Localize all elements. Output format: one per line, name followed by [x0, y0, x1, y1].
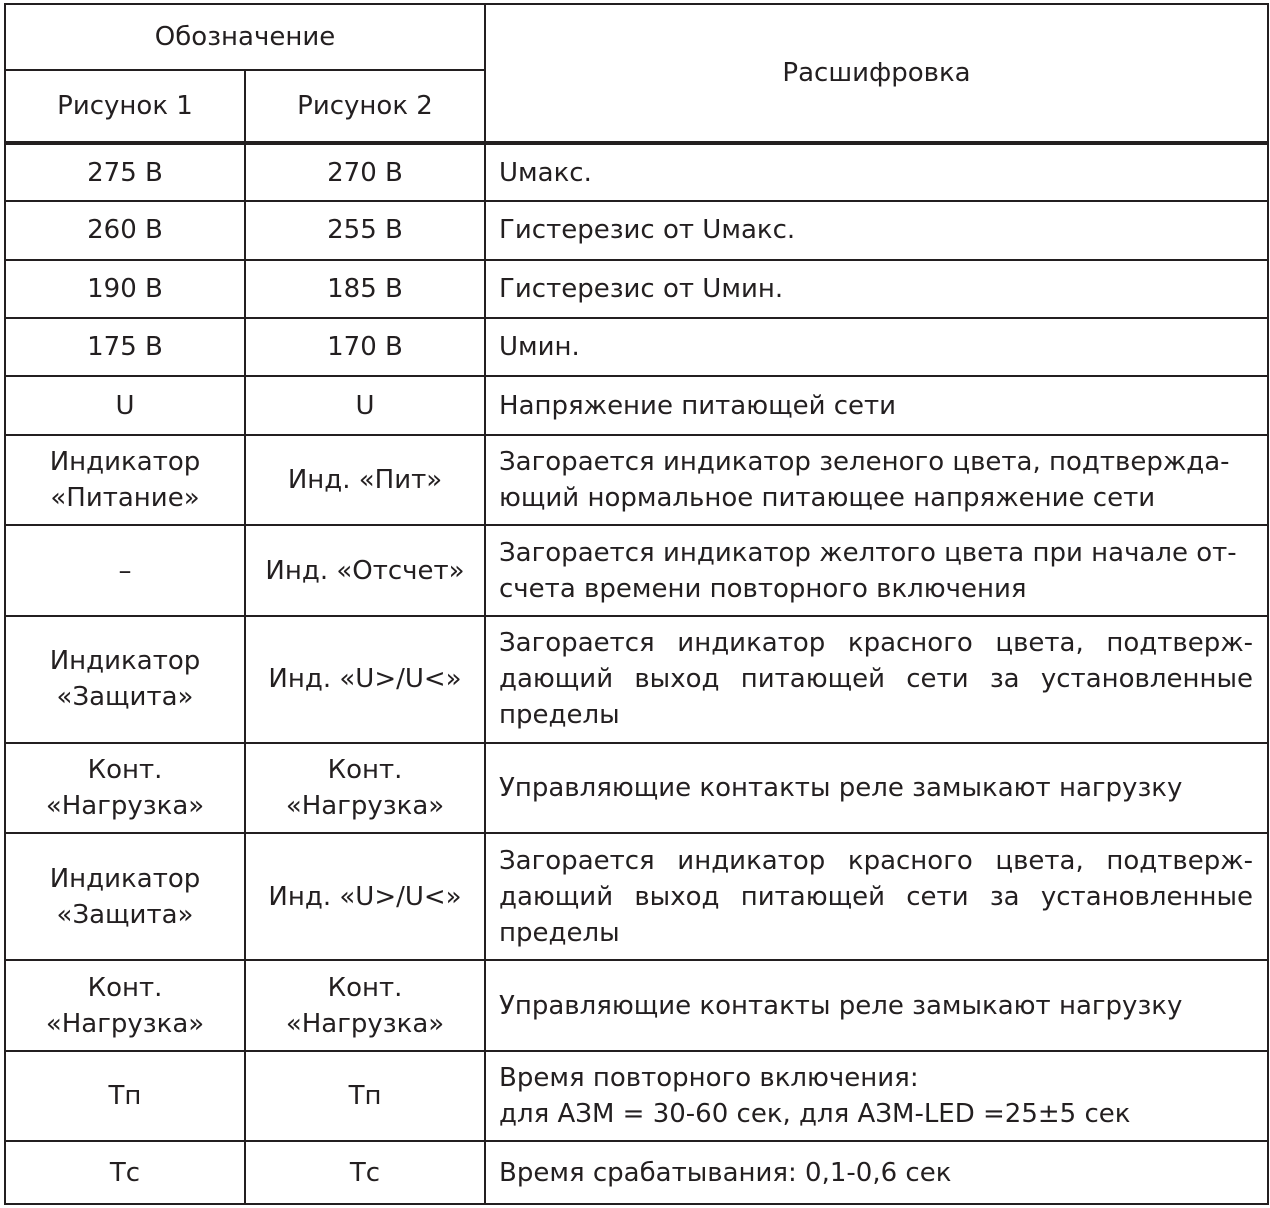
cell-figure1: Тс [5, 1141, 245, 1204]
cell-figure1: Конт. «Нагрузка» [5, 743, 245, 834]
cell-figure1: 175 В [5, 318, 245, 376]
header-decoding: Расшифровка [485, 4, 1268, 143]
cell-description: Uмин. [485, 318, 1268, 376]
cell-description: Гистерезис от Uмин. [485, 260, 1268, 318]
cell-description: Uмакс. [485, 143, 1268, 201]
header-designation: Обозначение [5, 4, 485, 70]
cell-figure2: Конт. «Нагрузка» [245, 960, 485, 1051]
legend-table [4, 3, 1269, 1205]
cell-figure2: Инд. «Пит» [245, 435, 485, 526]
cell-description: Управляющие контакты реле замыкают нагрузку [485, 743, 1268, 834]
cell-description: Загорается индикатор желтого цвета при начале от- счета времени повторного включения [485, 525, 1268, 616]
table-row [5, 525, 1268, 616]
table-row [5, 201, 1268, 259]
cell-figure2: Инд. «U>/U<» [245, 833, 485, 960]
cell-figure2: U [245, 376, 485, 434]
cell-figure1: Конт. «Нагрузка» [5, 960, 245, 1051]
cell-figure1: 190 В [5, 260, 245, 318]
cell-figure1: U [5, 376, 245, 434]
table-row [5, 1051, 1268, 1142]
table-row [5, 833, 1268, 960]
cell-description: Гистерезис от Uмакс. [485, 201, 1268, 259]
table-row [5, 376, 1268, 434]
cell-figure1: 260 В [5, 201, 245, 259]
table-row [5, 960, 1268, 1051]
cell-description: Напряжение питающей сети [485, 376, 1268, 434]
cell-description: Загорается индикатор зеленого цвета, подтвержда- ющий нормальное питающее напряжение сети [485, 435, 1268, 526]
cell-figure2: 170 В [245, 318, 485, 376]
header-row-top [5, 4, 1268, 70]
cell-figure1: Индикатор «Питание» [5, 435, 245, 526]
table-row [5, 616, 1268, 743]
cell-figure1: Индикатор «Защита» [5, 833, 245, 960]
header-figure1: Рисунок 1 [5, 70, 245, 142]
table-row [5, 743, 1268, 834]
cell-figure1: Тп [5, 1051, 245, 1142]
cell-description: Управляющие контакты реле замыкают нагрузку [485, 960, 1268, 1051]
cell-figure2: 270 В [245, 143, 485, 201]
cell-description: Загорается индикатор красного цвета, подтверж-дающий выход питающей сети за установленные пределы [485, 616, 1268, 743]
cell-description: Время срабатывания: 0,1-0,6 сек [485, 1141, 1268, 1204]
cell-figure1: Индикатор «Защита» [5, 616, 245, 743]
header-figure2: Рисунок 2 [245, 70, 485, 142]
cell-figure2: Инд. «U>/U<» [245, 616, 485, 743]
table-row [5, 260, 1268, 318]
cell-figure2: 255 В [245, 201, 485, 259]
cell-description: Время повторного включения: для АЗМ = 30-60 сек, для АЗМ-LED =25±5 сек [485, 1051, 1268, 1142]
cell-figure2: 185 В [245, 260, 485, 318]
cell-figure2: Конт. «Нагрузка» [245, 743, 485, 834]
cell-figure2: Тс [245, 1141, 485, 1204]
cell-description: Загорается индикатор красного цвета, подтверж-дающий выход питающей сети за установленные пределы [485, 833, 1268, 960]
cell-figure2: Инд. «Отсчет» [245, 525, 485, 616]
table-row [5, 435, 1268, 526]
table-row [5, 318, 1268, 376]
table-row [5, 1141, 1268, 1204]
cell-figure1: 275 В [5, 143, 245, 201]
cell-figure1: – [5, 525, 245, 616]
cell-figure2: Тп [245, 1051, 485, 1142]
table-row [5, 143, 1268, 201]
